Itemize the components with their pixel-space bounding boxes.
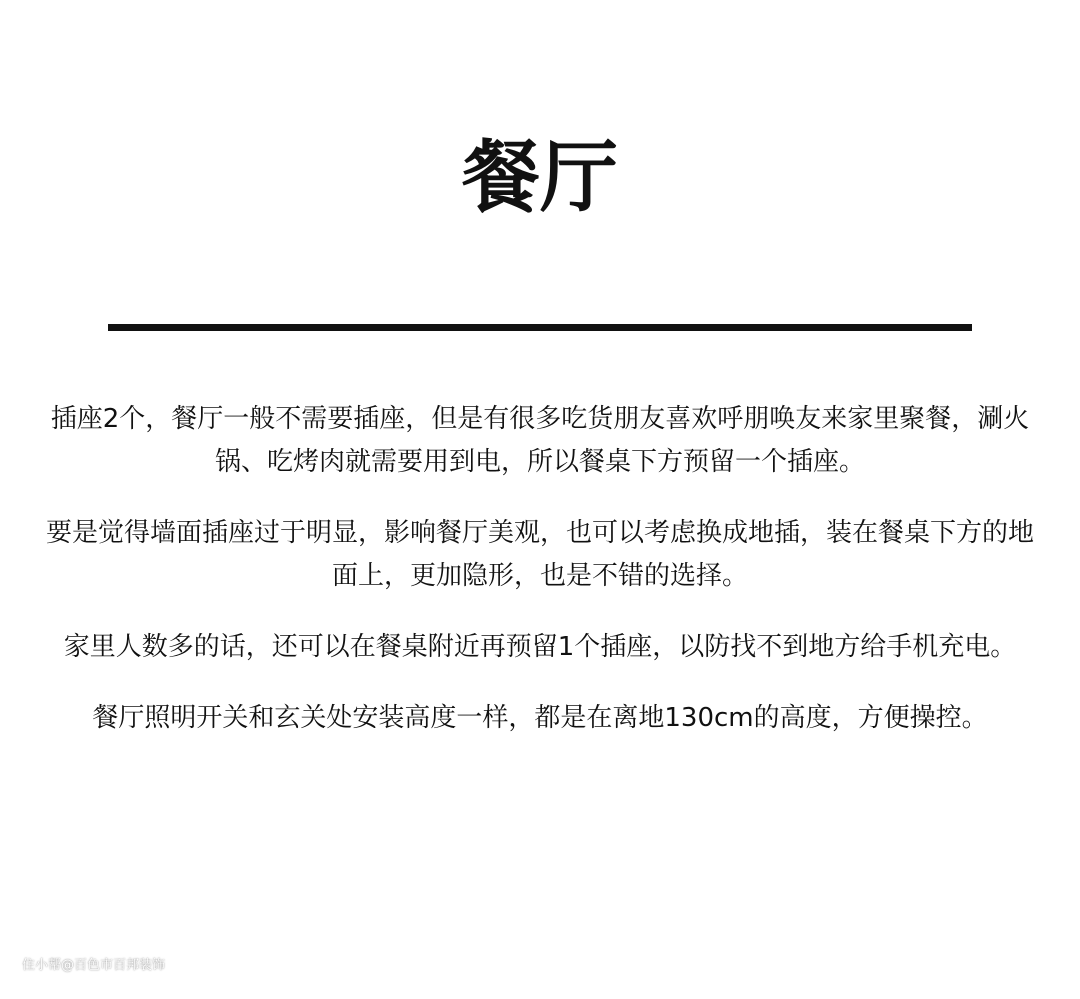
paragraph-light-switch: 餐厅照明开关和玄关处安装高度一样，都是在离地130cm的高度，方便操控。	[92, 703, 988, 733]
paragraph-floor-outlet: 要是觉得墙面插座过于明显，影响餐厅美观，也可以考虑换成地插，装在餐桌下方的地面上，更加隐形，也是不错的选择。	[45, 518, 1034, 591]
page-title: 餐厅	[461, 133, 618, 223]
content-body	[40, 398, 1040, 768]
watermark: 住小帮@百色市百邦装饰	[22, 958, 166, 973]
paragraph-outlets: 插座2个，餐厅一般不需要插座，但是有很多吃货朋友喜欢呼朋唤友来家里聚餐，涮火锅、吃烤肉就需要用到电，所以餐桌下方预留一个插座。	[50, 404, 1030, 477]
title-divider	[108, 324, 972, 331]
paragraph-extra-outlet: 家里人数多的话，还可以在餐桌附近再预留1个插座，以防找不到地方给手机充电。	[63, 632, 1017, 662]
